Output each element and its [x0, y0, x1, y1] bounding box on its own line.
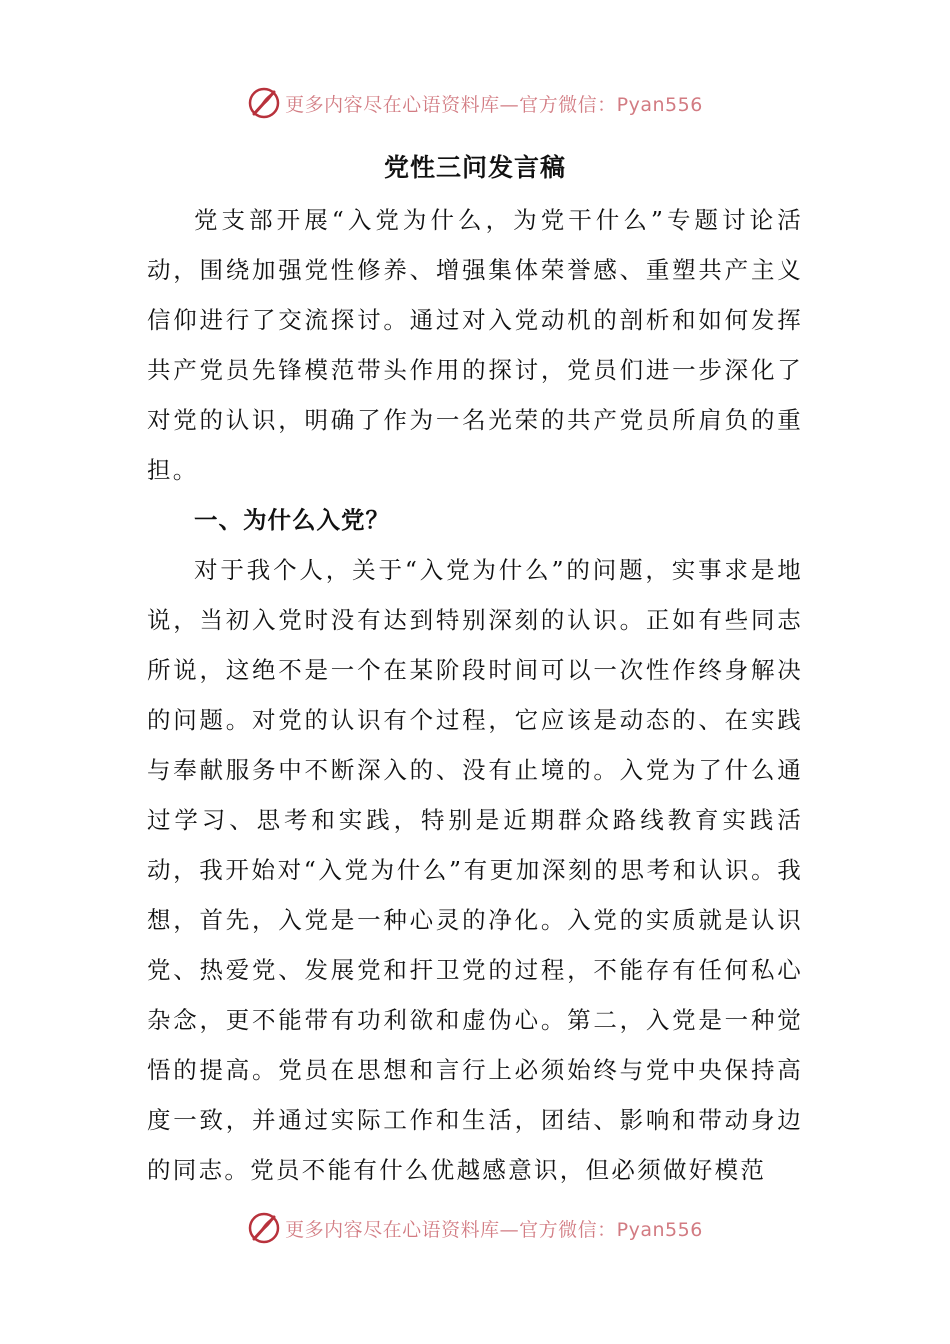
watermark-banner-bottom — [0, 1208, 950, 1248]
section-heading: 一、为什么入党？ — [194, 506, 390, 534]
watermark-text: 更多内容尽在心语资料库—官方微信：Pyan556 — [285, 1218, 703, 1241]
quill-logo-icon — [247, 1211, 281, 1245]
section-paragraph: 对于我个人，关于“入党为什么”的问题，实事求是地说，当初入党时没有达到特别深刻的认识。正如有些同志所说，这绝不是一个在某阶段时间可以一次性作终身解决的问题。对党的认识有个过程，它应该是动态的、在实践与奉献服务中不断深入的、没有止境的。入党为了什么通过学习、思考和实践，特别是近期群众路线教育实践活动，我开始对“入党为什么”有更加深刻的思考和认识。我想，首先，入党是一种心灵的净化。入党的实质就是认识党、热爱党、发展党和扞卫党的过程，不能存有任何私心杂念，更不能带有功利欲和虚伪心。第二，入党是一种觉悟的提高。党员在思想和言行上必须始终与党中央保持高度一致，并通过实际工作和生活，团结、影响和带动身边的同志。党员不能有什么优越感意识，但必须做好模范 — [147, 556, 803, 1184]
quill-logo-icon — [247, 86, 281, 120]
intro-paragraph: 党支部开展“入党为什么，为党干什么”专题讨论活动，围绕加强党性修养、增强集体荣誉感、重塑共产主义信仰进行了交流探讨。通过对入党动机的剖析和如何发挥共产党员先锋模范带头作用的探讨，党员们进一步深化了对党的认识，明确了作为一名光荣的共产党员所肩负的重担。 — [147, 206, 803, 484]
watermark-banner-top — [0, 83, 950, 123]
document-body — [147, 195, 803, 1195]
document-title: 党性三问发言稿 — [383, 153, 566, 182]
watermark-text: 更多内容尽在心语资料库—官方微信：Pyan556 — [285, 93, 703, 116]
